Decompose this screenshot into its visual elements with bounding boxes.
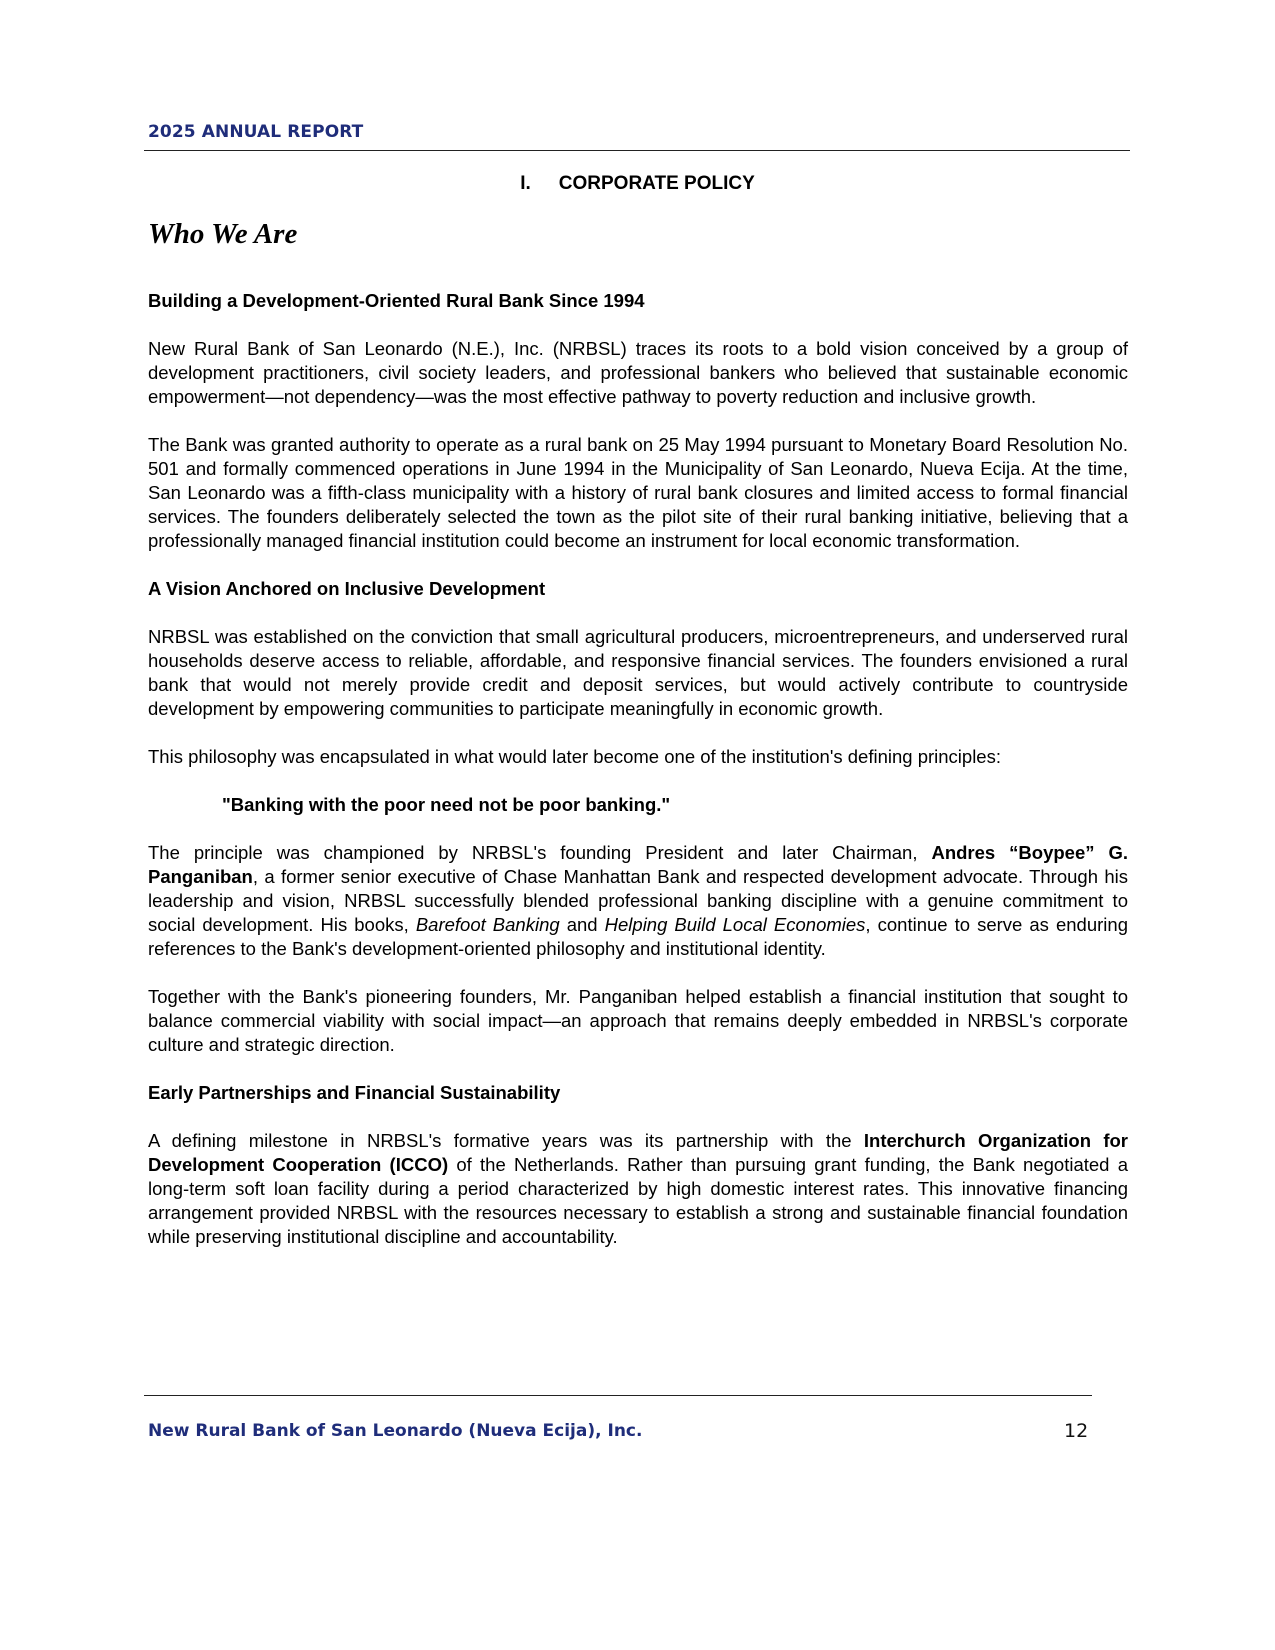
- footer-bank-name: New Rural Bank of San Leonardo (Nueva Ecija), Inc.: [148, 1421, 643, 1441]
- champion-name: Andres “Boypee” G. Panganiban: [148, 842, 1128, 887]
- subheading-partnerships: Early Partnerships and Financial Sustainability: [148, 1082, 561, 1103]
- icco-org-name: Interchurch Organization for Development Cooperation (ICCO): [148, 1130, 1128, 1175]
- paragraph-philosophy: This philosophy was encapsulated in what would later become one of the institution's defining principles:: [148, 746, 1001, 767]
- subheading-building: Building a Development-Oriented Rural Bank Since 1994: [148, 290, 645, 311]
- paragraph-roots: New Rural Bank of San Leonardo (N.E.), Inc. (NRBSL) traces its roots to a bold vision conceived by a group of development practitioners, civil society leaders, and professional bankers who believed that sustainable economic empowerment—not dependency—was the most effective pathway to poverty reduction and inclusive growth.: [148, 338, 1128, 407]
- section-number: I.: [520, 173, 531, 194]
- paragraph-conviction: NRBSL was established on the conviction that small agricultural producers, microentrepreneurs, and underserved rural households deserve access to reliable, affordable, and responsive financial services. The founders envisioned a rural bank that would not merely provide credit and deposit services, but would actively contribute to countryside development by empowering communities to participate meaningfully in economic growth.: [148, 626, 1128, 719]
- champion-text-a: The principle was championed by NRBSL's founding President and later Chairman,: [148, 842, 932, 863]
- page-number: 12: [1064, 1420, 1089, 1442]
- document-body: [148, 289, 1128, 1249]
- champion-text-b: , a former senior executive of Chase Manhattan Bank and respected development advocate. Through his leadership and vision, NRBSL successfully blended professional banking discipline with a genuine commitment to social development. His books,: [148, 866, 1128, 935]
- section-title: CORPORATE POLICY: [558, 173, 755, 194]
- report-header-title: 2025 ANNUAL REPORT: [148, 122, 364, 142]
- section-heading: [0, 173, 1275, 195]
- book-title-local-economies: Helping Build Local Economies: [604, 914, 866, 935]
- champion-text-d: , continue to serve as enduring references to the Bank's development-oriented philosophy and institutional identity.: [148, 914, 1128, 959]
- header-divider: [144, 150, 1130, 151]
- principle-quote: "Banking with the poor need not be poor banking.": [222, 794, 671, 815]
- champion-text-c: and: [559, 914, 605, 935]
- icco-text-b: of the Netherlands. Rather than pursuing grant funding, the Bank negotiated a long-term soft loan facility during a period characterized by high domestic interest rates. This innovative financing arrangement provided NRBSL with the resources necessary to establish a strong and sustainable financial foundation while preserving institutional discipline and accountability.: [148, 1154, 1128, 1247]
- paragraph-icco: [148, 1129, 1128, 1249]
- who-we-are-heading: Who We Are: [148, 218, 298, 250]
- book-title-barefoot: Barefoot Banking: [415, 914, 560, 935]
- icco-text-a: A defining milestone in NRBSL's formative years was its partnership with the: [148, 1130, 864, 1151]
- paragraph-champion: [148, 841, 1128, 961]
- subheading-vision: A Vision Anchored on Inclusive Development: [148, 578, 546, 599]
- paragraph-founders: Together with the Bank's pioneering founders, Mr. Panganiban helped establish a financial institution that sought to balance commercial viability with social impact—an approach that remains deeply embedded in NRBSL's corporate culture and strategic direction.: [148, 986, 1128, 1055]
- paragraph-authority: The Bank was granted authority to operate as a rural bank on 25 May 1994 pursuant to Monetary Board Resolution No. 501 and formally commenced operations in June 1994 in the Municipality of San Leonardo, Nueva Ecija. At the time, San Leonardo was a fifth-class municipality with a history of rural bank closures and limited access to formal financial services. The founders deliberately selected the town as the pilot site of their rural banking initiative, believing that a professionally managed financial institution could become an instrument for local economic transformation.: [148, 434, 1128, 551]
- footer-divider: [144, 1395, 1092, 1396]
